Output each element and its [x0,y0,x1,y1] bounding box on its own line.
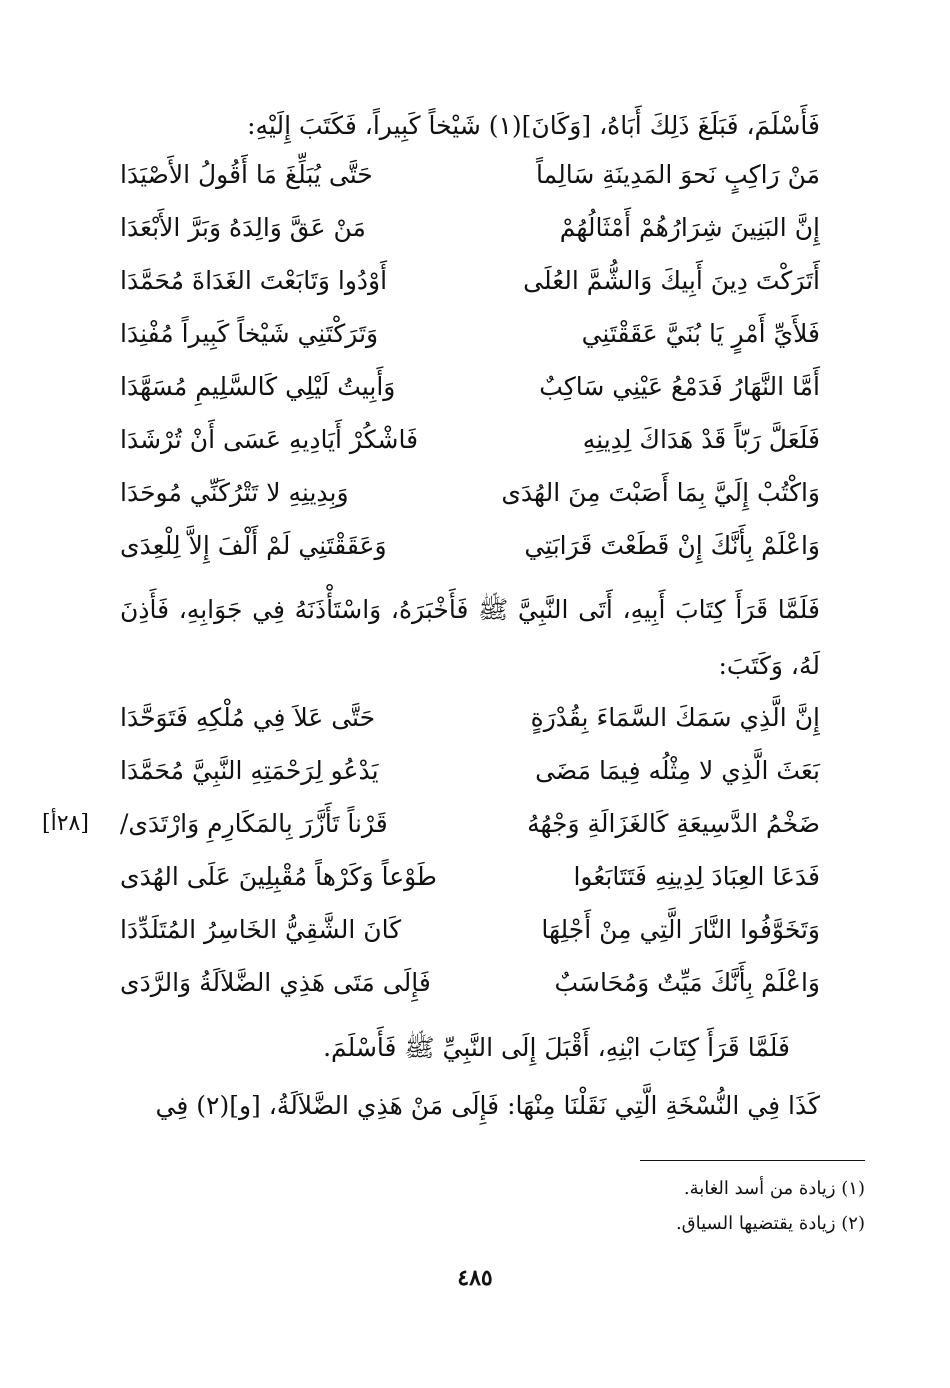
verse-second-hemistich: وَأَبِيتُ لَيْلِي كَالسَّلِيمِ مُسَهَّدَا [120,372,396,401]
footnote-2: (٢) زيادة يقتضيها السياق. [675,1213,865,1234]
note-paragraph: كَذَا فِي النُّسْخَةِ الَّتِي نَقَلْنَا مِنْهَا: فَإِلَى مَنْ هَذِي الضَّلاَلَةُ، [و](٢) فِي [155,1091,820,1120]
footnote-separator [640,1160,865,1161]
verse-line [120,319,820,369]
verse-line [120,968,820,1018]
verse-second-hemistich: وَبِدِينِهِ لا تَتْرُكَنِّي مُوحَدَا [120,478,349,507]
verse-line [120,915,820,965]
verse-line [120,809,820,859]
verse-line [120,862,820,912]
verse-line [120,756,820,806]
verse-line [120,160,820,210]
verse-first-hemistich: ضَخْمُ الدَّسِيعَةِ كَالغَزَالَةِ وَجْهُهُ [527,809,820,838]
intro-paragraph: فَأَسْلَمَ، فَبَلَغَ ذَلِكَ أَبَاهُ، [وَكَانَ](١) شَيْخاً كَبِيراً، فَكَتَبَ إِلَيْهِ: [247,111,820,140]
verse-first-hemistich: وَاعْلَمْ بِأَنَّكَ مَيِّتٌ وَمُحَاسَبٌ [554,968,820,997]
footnote-1: (١) زيادة من أسد الغابة. [683,1178,865,1199]
closing-paragraph: فَلَمَّا قَرَأَ كِتَابَ ابْنِهِ، أَقْبَلَ إِلَى النَّبِيِّ ﷺ فَأَسْلَمَ. [323,1033,790,1062]
verse-second-hemistich: طَوْعاً وَكَرْهاً مُقْبِلِينَ عَلَى الهُدَى [120,862,437,891]
verse-line [120,372,820,422]
verse-second-hemistich: يَدْعُو لِرَحْمَتِهِ النَّبِيَّ مُحَمَّدَا [120,756,379,785]
verse-line [120,478,820,528]
verse-first-hemistich: مَنْ رَاكِبٍ نَحوَ المَدِينَةِ سَالِماً [536,160,820,189]
page-number: ٤٨٥ [457,1265,493,1291]
verse-first-hemistich: أَمَّا النَّهَارُ فَدَمْعُ عَيْنِي سَاكِبٌ [539,372,820,401]
verse-line [120,531,820,581]
verse-second-hemistich: حَتَّى يُبَلِّغَ مَا أَقُولُ الأَصْيَدَا [120,160,373,189]
verse-first-hemistich: فَلَعَلَّ رَبّاً قَدْ هَدَاكَ لِدِينِهِ [582,425,820,454]
verse-line [120,703,820,753]
verse-first-hemistich: إِنَّ الَّذِي سَمَكَ السَّمَاءَ بِقُدْرَةٍ [530,703,820,732]
verse-second-hemistich: فَاشْكُرْ أَيَادِيهِ عَسَى أَنْ تُرْشَدَا [120,425,419,454]
verse-first-hemistich: وَاعْلَمْ بِأَنَّكَ إِنْ قَطَعْتَ قَرَابَتِي [524,531,820,560]
verse-first-hemistich: فَلأَيِّ أَمْرٍ يَا بُنَيَّ عَقَقْتَنِي [581,319,820,348]
verse-second-hemistich: فَإِلَى مَتَى هَذِي الضَّلاَلَةُ وَالرَّدَى [120,968,431,997]
verse-line [120,425,820,475]
verse-second-hemistich: مَنْ عَقَّ وَالِدَهُ وَبَرَّ الأَبْعَدَا [120,213,366,242]
verse-first-hemistich: وَتَخَوَّفُوا النَّارَ الَّتِي مِنْ أَجْلِهَا [541,915,820,944]
verse-first-hemistich: أَتَرَكْتَ دِينَ أَبِيكَ وَالشُّمَّ العُلَى [523,266,820,295]
verse-first-hemistich: بَعَثَ الَّذِي لا مِثْلُه فِيمَا مَضَى [535,756,820,785]
middle-paragraph: فَلَمَّا قَرَأَ كِتَابَ أَبِيهِ، أَتَى النَّبِيَّ ﷺ فَأَخْبَرَهُ، وَاسْتَأْذَنَهُ فِي جَوَابِهِ، فَأَذِنَ لَهُ، وَكَتَبَ: [120,595,820,680]
verse-second-hemistich: أَوْدُوا وَتَابَعْتَ الغَدَاةَ مُحَمَّدَا [120,266,388,295]
verse-line [120,266,820,316]
manuscript-folio-marker: [٢٨أ] [42,811,89,836]
verse-first-hemistich: إِنَّ البَنِينَ شِرَارُهُمْ أَمْثَالُهُمْ [559,213,820,242]
verse-second-hemistich: وَعَقَقْتَنِي لَمْ أَلْفَ إِلاَّ لِلْعِدَى [120,531,387,560]
verse-second-hemistich: حَتَّى عَلاَ فِي مُلْكِهِ فَتَوَحَّدَا [120,703,376,732]
verse-second-hemistich: كَانَ الشَّقِيُّ الخَاسِرُ المُتَلَدِّدَا [120,915,402,944]
verse-second-hemistich: قَرْناً تَأَزَّرَ بِالمَكَارِمِ وَارْتَدَى/ [120,809,388,838]
verse-line [120,213,820,263]
verse-second-hemistich: وَتَرَكْتَنِي شَيْخاً كَبِيراً مُفْنِدَا [120,319,379,348]
verse-first-hemistich: فَدَعَا العِبَادَ لِدِينِهِ فَتَتَابَعُوا [573,862,820,891]
verse-first-hemistich: وَاكْتُبْ إِلَيَّ بِمَا أَصَبْتَ مِنَ الهُدَى [501,478,820,507]
